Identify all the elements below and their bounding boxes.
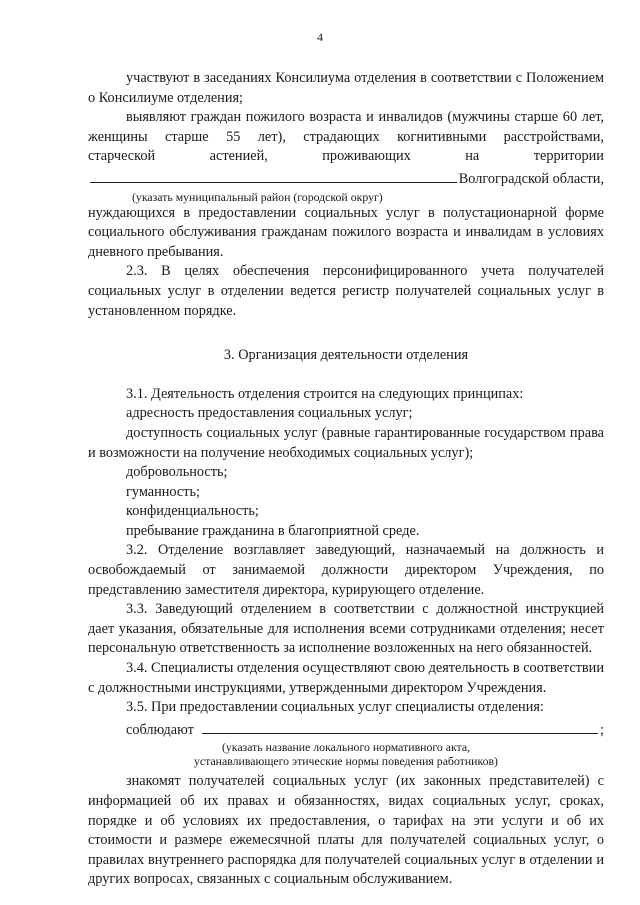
paragraph-participate-council: участвуют в заседаниях Консилиума отделения в соответствии с Положением о Консилиуме отделения; — [88, 70, 604, 106]
municipality-caption: (указать муниципальный район (городской округ) — [132, 189, 383, 204]
territory-word: на — [465, 148, 480, 165]
section-3-heading: 3. Организация деятельности отделения — [223, 347, 469, 364]
ethics-act-caption-line-2: устанавливающего этические нормы поведения работников) — [194, 754, 498, 769]
principle-item: добровольность; — [126, 464, 228, 481]
principle-item: адресность предоставления социальных услуг; — [126, 405, 413, 422]
territory-word: проживающих — [322, 148, 411, 165]
principle-item: гуманность; — [126, 483, 201, 500]
paragraph-3-4-specialists: 3.4. Специалисты отделения осуществляют свою деятельность в соответствии с должностными инструкциями, утвержденными директором Учреждения. — [88, 660, 604, 696]
page-content — [88, 69, 604, 890]
observe-label: соблюдают — [126, 721, 194, 738]
region-text: Волгоградской области, — [458, 170, 604, 187]
municipality-fill-line — [88, 167, 604, 190]
paragraph-day-stay-need: нуждающихся в предоставлении социальных услуг в полустационарной форме социального обслуживания гражданам пожилого возраста и инвалидам в условиях дневного пребывания. — [88, 204, 604, 260]
principle-item: доступность социальных услуг (равные гарантированные государством права и возможности на получение необходимых социальных услуг); — [88, 424, 604, 461]
territory-word: астенией, — [209, 148, 268, 165]
ethics-act-blank[interactable] — [202, 718, 598, 734]
paragraph-2-3-register: 2.3. В целях обеспечения персонифицированного учета получателей социальных услуг в отделении ведется регистр получателей социальных услуг в установленном порядке. — [88, 263, 604, 319]
paragraph-3-2-head: 3.2. Отделение возглавляет заведующий, назначаемый на должность и освобождаемый от занимаемой должности директором Учреждения, по представлению заместителя директора, курирующего отделение. — [88, 542, 604, 598]
observe-semicolon: ; — [600, 721, 604, 738]
paragraph-3-5-services: 3.5. При предоставлении социальных услуг специалисты отделения: — [126, 699, 544, 716]
paragraph-3-3-duties: 3.3. Заведующий отделением в соответствии с должностной инструкцией дает указания, обязательные для исполнения всеми сотрудниками отделения; несет персональную ответственность за исполнение возложенных на него обязанностей. — [88, 601, 604, 657]
page-number: 4 — [317, 30, 323, 44]
paragraph-identify-citizens: выявляют граждан пожилого возраста и инвалидов (мужчины старше 60 лет, женщины старше 55 лет), страдающих когнитивными расстройствами, — [88, 109, 604, 145]
paragraph-inform-recipients: знакомят получателей социальных услуг (их законных представителей) с информацией об их правах и обязанностях, видах социальных услуг, сроках, порядке и об условиях их предоставления, о тарифах на эти услуги и об их стоимости и размере ежемесячной платы для получателей социальных услуг, о правилах внутреннего распорядка для получателей социальных услуг в отделении и других вопросах, связанных с социальным обслуживанием. — [88, 773, 604, 888]
principle-item: конфиденциальность; — [126, 503, 259, 520]
ethics-act-caption-line-1: (указать название локального нормативного акта, — [221, 740, 471, 755]
territory-word: старческой — [88, 148, 156, 165]
territory-line — [88, 147, 604, 167]
ethics-act-fill-line — [88, 718, 604, 741]
principle-item: пребывание гражданина в благоприятной среде. — [126, 522, 420, 539]
territory-word: территории — [533, 148, 604, 165]
municipality-blank[interactable] — [90, 167, 457, 183]
paragraph-3-1-principles: 3.1. Деятельность отделения строится на следующих принципах: — [126, 385, 524, 402]
